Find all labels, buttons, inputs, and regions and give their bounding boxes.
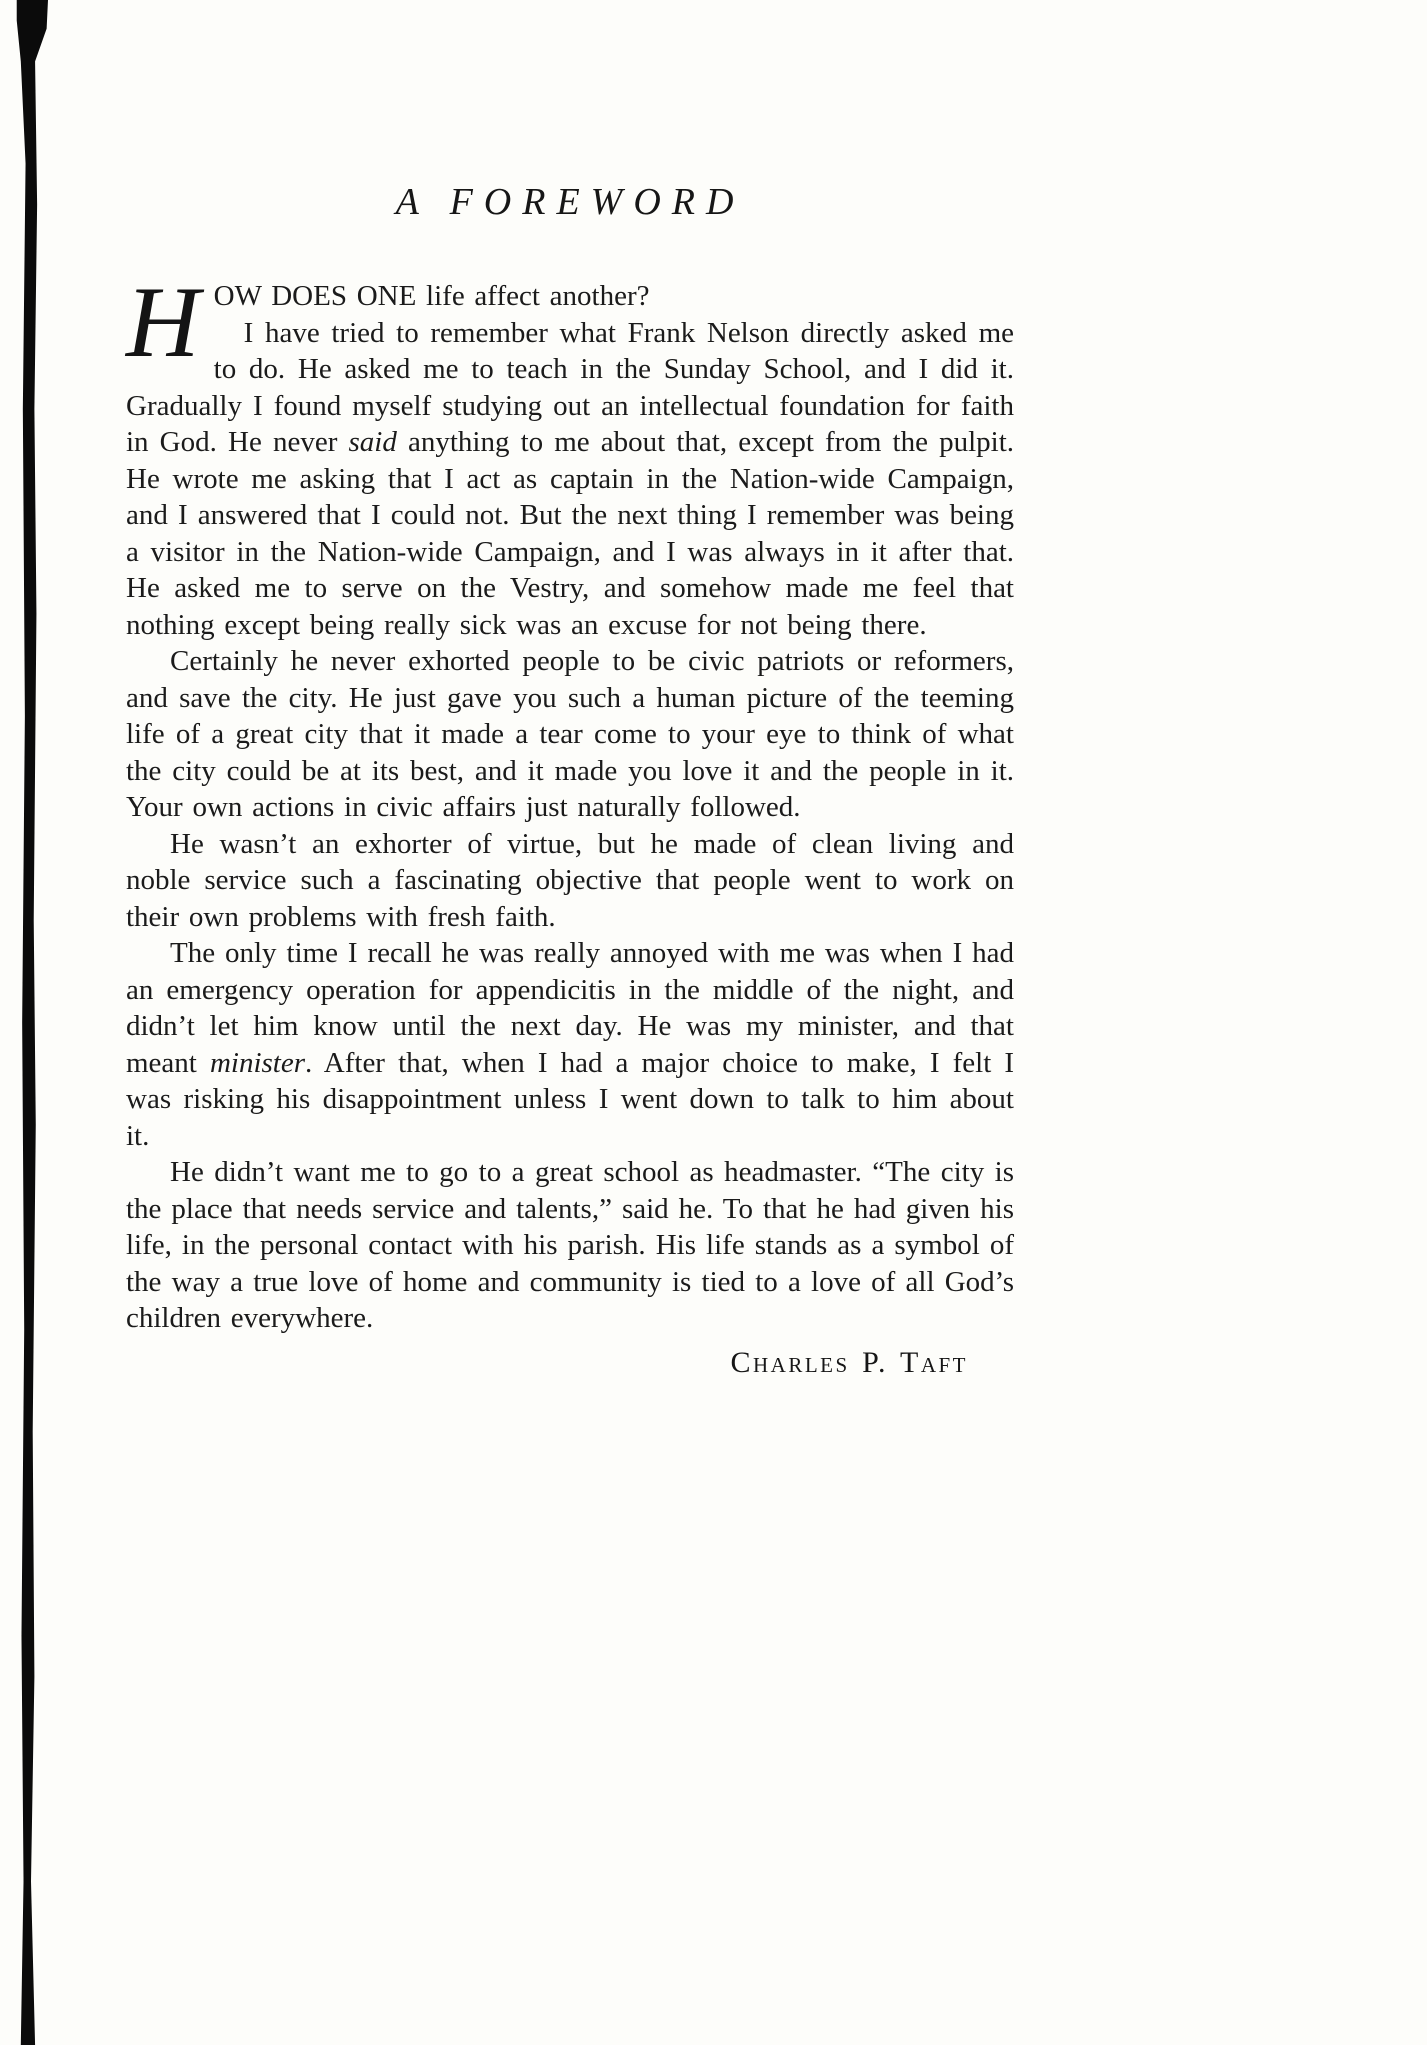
text-run: anything to me about that, except from the pulpit. He wrote me asking that I act as captain in the Nation-wide Campaign, and I answered that I could not. But the next thing I remember was being a visitor in the Nation-wide Campaign, and I was always in it after that. He asked me to serve on the Vestry, and somehow made me feel that nothing except being really sick was an excuse for not being there. xyxy=(126,426,1015,641)
page-title: A FOREWORD xyxy=(395,181,745,223)
foreword-body xyxy=(126,266,1015,1381)
opening-block xyxy=(126,266,1015,643)
italic-text: minister xyxy=(209,1046,306,1079)
paragraph xyxy=(126,1154,1014,1337)
text-run: He didn’t want me to go to a great school as headmaster. “The city is the place that needs service and talents,” said he. To that he had given his life, in the personal contact with his parish. His life stands as a symbol of the way a true love of home and community is tied to a love of all God’s children everywhere. xyxy=(126,1156,1014,1334)
first-paragraph xyxy=(126,315,1014,644)
text-run: I have tried to remember what Frank Nelson directly asked me to do. He asked me to teach in the Sunday School, and I did it. Gradually I found myself studying out an intellectual foundation for faith in God. He never xyxy=(126,316,1014,458)
italic-text: said xyxy=(348,426,397,458)
text-run: He wasn’t an exhorter of virtue, but he made of clean living and noble service such a fascinating objective that people went to work on their own problems with fresh faith. xyxy=(126,827,1014,933)
text-run: Certainly he never exhorted people to be civic patriots or reformers, and save the city. He just gave you such a human picture of the teeming life of a great city that it made a tear come to your eye to think of what the city could be at its best, and it made you love it and the people in it. Your own actions in civic affairs just naturally followed. xyxy=(126,645,1014,823)
paragraph xyxy=(126,935,1014,1154)
signature: Charles P. Taft xyxy=(730,1345,968,1379)
paragraph xyxy=(126,826,1014,936)
body-paragraphs xyxy=(126,643,1014,1337)
text-run: . After that, when I had a major choice to make, I felt I was risking his disappointment unless I went down to talk to him about it. xyxy=(126,1046,1015,1152)
opening-line: OW DOES ONE life affect another? xyxy=(213,280,650,312)
text-run: The only time I recall he was really annoyed with me was when I had an emergency operation for appendicitis in the middle of the night, and didn’t let him know until the next day. He was my minister, and that meant xyxy=(126,937,1014,1079)
scan-binding-artifact xyxy=(14,0,48,2045)
paragraph xyxy=(126,643,1014,826)
page-content xyxy=(126,180,1014,1381)
drop-cap: H xyxy=(126,266,200,379)
